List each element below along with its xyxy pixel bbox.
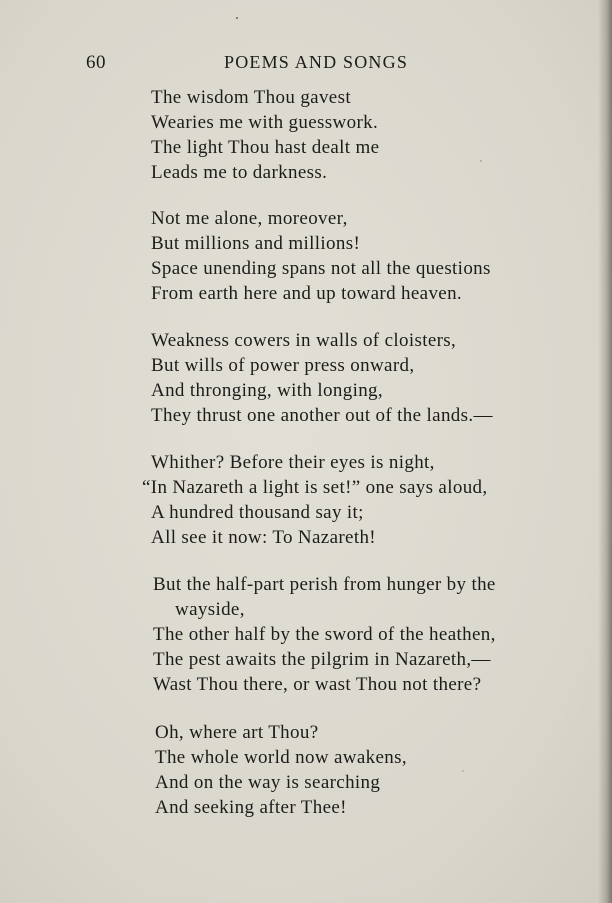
poem-line: The pest awaits the pilgrim in Nazareth,— <box>153 649 491 670</box>
poem-line: Not me alone, moreover, <box>151 208 348 229</box>
paper-speck <box>480 160 482 162</box>
poem-line: Weakness cowers in walls of cloisters, <box>151 330 457 351</box>
poem-line: The wisdom Thou gavest <box>151 87 351 108</box>
paper-speck <box>236 17 238 19</box>
poem-line: wayside, <box>175 599 245 620</box>
poem-line: And on the way is searching <box>155 772 381 793</box>
poem-line: Leads me to darkness. <box>151 162 328 183</box>
poem-line: The light Thou hast dealt me <box>151 137 380 158</box>
poem-line: They thrust one another out of the lands.— <box>151 405 493 426</box>
poem-line: Wast Thou there, or wast Thou not there? <box>153 674 482 695</box>
poem-line: “In Nazareth a light is set!” one says aloud, <box>142 477 488 498</box>
poem-line: The whole world now awakens, <box>155 747 407 768</box>
poem-line: But wills of power press onward, <box>151 355 415 376</box>
poem-line: And thronging, with longing, <box>151 380 383 401</box>
poem-line: All see it now: To Nazareth! <box>151 527 376 548</box>
page-edge-shadow <box>598 0 612 903</box>
poem-line: Space unending spans not all the questions <box>151 258 491 279</box>
poem-line: From earth here and up toward heaven. <box>151 283 463 304</box>
poem-line: The other half by the sword of the heathen, <box>153 624 496 645</box>
poem-line: Whither? Before their eyes is night, <box>151 452 435 473</box>
poem-line: But millions and millions! <box>151 233 361 254</box>
poem-line: Wearies me with guesswork. <box>151 112 379 133</box>
paper-speck <box>462 770 464 772</box>
page-number: 60 <box>86 52 106 73</box>
poem-line: Oh, where art Thou? <box>155 722 319 743</box>
running-head: POEMS AND SONGS <box>224 52 409 72</box>
poem-line: And seeking after Thee! <box>155 797 347 818</box>
poem-line: A hundred thousand say it; <box>151 502 364 523</box>
poem-line: But the half-part perish from hunger by the <box>153 574 496 595</box>
